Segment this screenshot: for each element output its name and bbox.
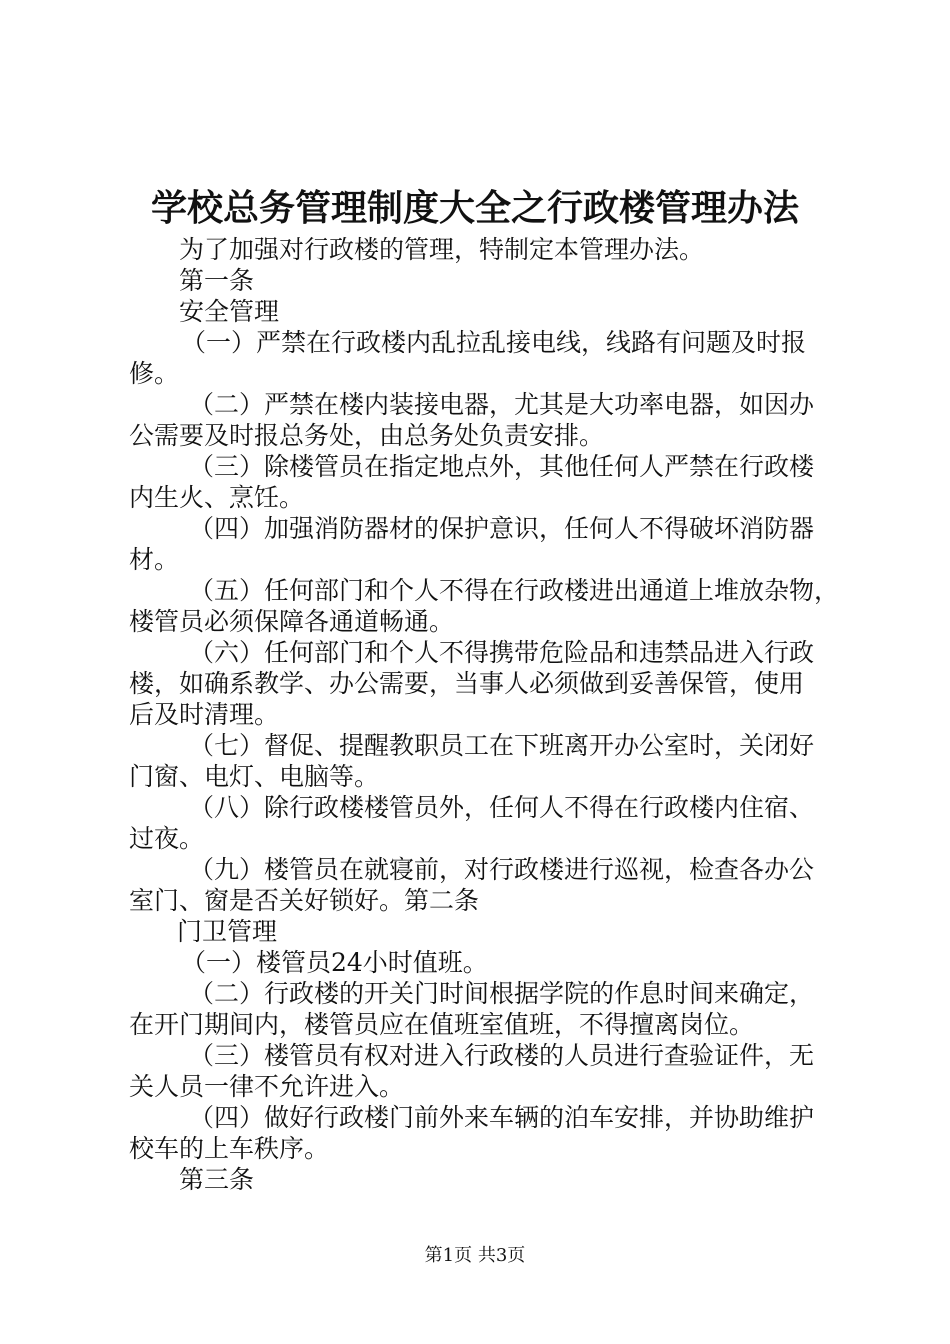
list-item: （一）严禁在行政楼内乱拉乱接电线，线路有问题及时报 (181, 328, 807, 357)
list-item: （五）任何部门和个人不得在行政楼进出通道上堆放杂物， (189, 576, 840, 605)
list-item: （四）做好行政楼门前外来车辆的泊车安排，并协助维护 (189, 1103, 815, 1132)
list-item-continuation: 在开门期间内，楼管员应在值班室值班，不得擅离岗位。 (129, 1010, 755, 1039)
article-heading: 第一条 (179, 266, 255, 295)
section-heading: 安全管理 (179, 297, 280, 326)
list-item-continuation: 关人员一律不允许进入。 (129, 1072, 405, 1101)
list-item: （三）楼管员有权对进入行政楼的人员进行查验证件，无 (189, 1041, 815, 1070)
intro-paragraph: 为了加强对行政楼的管理，特制定本管理办法。 (179, 235, 705, 264)
list-item-continuation: 过夜。 (129, 824, 205, 853)
list-item: （一）楼管员24小时值班。 (181, 948, 488, 977)
list-item: （三）除楼管员在指定地点外，其他任何人严禁在行政楼 (189, 452, 815, 481)
list-item: （九）楼管员在就寝前，对行政楼进行巡视，检查各办公 (189, 855, 815, 884)
article-heading: 第三条 (179, 1165, 255, 1194)
list-item: （八）除行政楼楼管员外，任何人不得在行政楼内住宿、 (189, 793, 815, 822)
list-item-continuation: 材。 (129, 545, 180, 574)
list-item-continuation: 内生火、烹饪。 (129, 483, 305, 512)
list-item: （六）任何部门和个人不得携带危险品和违禁品进入行政 (189, 638, 815, 667)
list-item-continuation: 后及时清理。 (129, 700, 280, 729)
list-item-continuation: 校车的上车秩序。 (129, 1134, 330, 1163)
page-number-footer: 第1页 共3页 (424, 1245, 526, 1266)
list-item: （二）严禁在楼内装接电器，尤其是大功率电器，如因办 (189, 390, 815, 419)
list-item: （四）加强消防器材的保护意识，任何人不得破坏消防器 (189, 514, 815, 543)
list-item-continuation: 门窗、电灯、电脑等。 (129, 762, 380, 791)
document-title: 学校总务管理制度大全之行政楼管理办法 (150, 187, 799, 229)
list-item-continuation: 楼管员必须保障各通道畅通。 (129, 607, 455, 636)
list-item-continuation: 公需要及时报总务处，由总务处负责安排。 (129, 421, 605, 450)
list-item: （七）督促、提醒教职员工在下班离开办公室时，关闭好 (189, 731, 815, 760)
list-item-continuation: 室门、窗是否关好锁好。第二条 (129, 886, 480, 915)
list-item-continuation: 楼，如确系教学、办公需要，当事人必须做到妥善保管，使用 (129, 669, 805, 698)
list-item-continuation: 修。 (129, 359, 180, 388)
list-item: （二）行政楼的开关门时间根据学院的作息时间来确定， (189, 979, 815, 1008)
document-body (129, 234, 840, 1195)
section-heading: 门卫管理 (177, 917, 278, 946)
